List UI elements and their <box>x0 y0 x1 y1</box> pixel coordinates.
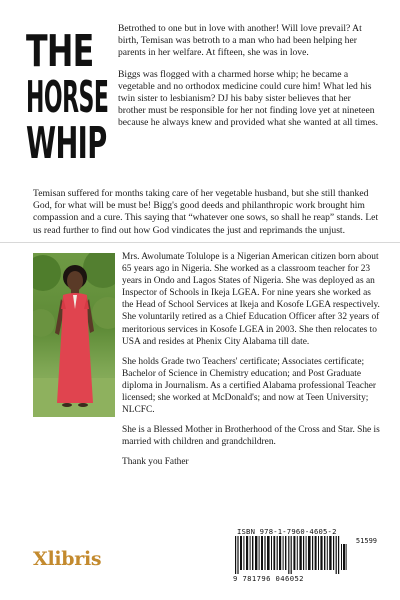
bio-paragraph-1: Mrs. Awolumate Tolulope is a Nigerian American citizen born about 65 years ago in Nigeria. She worked as a classroom teacher for 23 years in Ondo and Lagos States of Nigeria. She was deployed as an Inspector of Schools in Ikeja LGEA. For nine years she worked as the Head of School Services at Ikeja and Kosofe LGEA respectively. She voluntarily retired as a Chief Education Officer after 32 years of meritorious services in Kosofe LGEA in 2003. She then relocates to USA and resides at Phenix City Alabama till date. <box>122 252 380 347</box>
barcode-icon <box>235 536 347 574</box>
synopsis-paragraph-3: Temisan suffered for months taking care of her vegetable husband, but she still thanked God, for what will be must be! Bigg's good deeds and philanthropic work brought him compassion and a cure. This saying that “whatever one sows, so shall he reap” stands. Let us read further to find out how God vindicates the just and reprimands the unjust. <box>33 188 379 236</box>
bio-paragraph-3: She is a Blessed Mother in Brotherhood of the Cross and Star. She is married with children and grandchildren. <box>122 425 380 448</box>
synopsis <box>118 23 380 139</box>
barcode-block <box>231 527 379 583</box>
isbn-text: ISBN 978-1-7960-4605-2 <box>237 527 337 536</box>
author-photo <box>33 253 115 417</box>
ean-digits: 9 781796 046052 <box>233 574 304 583</box>
title-line-the: THE <box>26 26 94 77</box>
title-line-horse: HORSE <box>26 72 109 123</box>
author-bio <box>122 251 384 477</box>
publisher-logo <box>33 548 101 570</box>
price-code: 51599 <box>355 537 377 545</box>
synopsis-paragraph-1: Betrothed to one but in love with another! Will love prevail? At birth, Temisan was betroth to a man who had been helping her parents in her welfare. At fifteen, she was in love. <box>118 23 362 59</box>
bio-paragraph-2: She holds Grade two Teachers' certificate; Associates certificate; Bachelor of Science in Chemistry education; and Post Graduate diploma in Journalism. As a certified Alabama professional Teacher licensed; she worked at McDonald's; and now at Teen University; NLCFC. <box>122 356 377 416</box>
bio-paragraph-4: Thank you Father <box>122 457 189 468</box>
section-divider <box>0 242 400 243</box>
book-title <box>26 26 110 169</box>
synopsis-paragraph-2: Biggs was flogged with a charmed horse whip; he became a vegetable and no orthodox medicine could cure him! What led his twin sister to lesbianism? DJ his baby sister believes that her brother must be responsible for her not finding love yet at nineteen because he always knew and provided what she wanted at all times. <box>118 68 379 129</box>
synopsis-continued <box>33 188 381 237</box>
title-line-whip: WHIP <box>26 118 107 169</box>
publisher-logo-text: Xlibris <box>33 548 102 570</box>
